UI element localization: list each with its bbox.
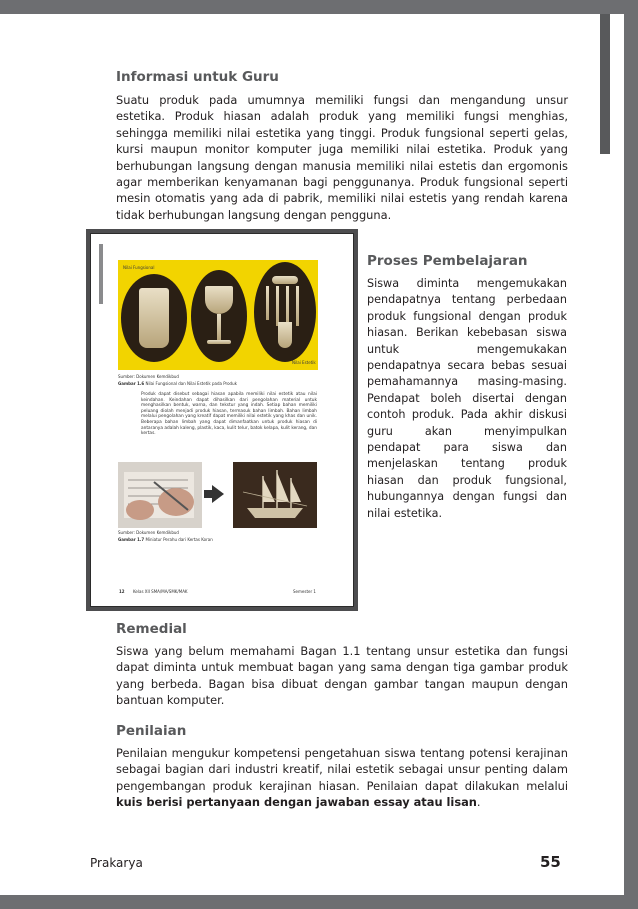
penilaian-paragraph: Penilaian mengukur kompetensi pengetahuan siswa tentang potensi kerajinan sebagai bagian dari industri kreatif, nilai estetik sebagai unsur penting dalam pengembangan produk kerajinan hiasan. Penilaian dapat dilakukan melalui kuis berisi pertanyaan dengan jawaban essay atau lisan. (116, 746, 568, 810)
source-2: Sumber: Dokumen Kemdikbud (118, 530, 179, 535)
paper-boat-photo (233, 462, 317, 528)
book-footer-semester: Semester 1 (293, 589, 316, 594)
heading-informasi-guru: Informasi untuk Guru (116, 69, 279, 85)
book-footer-class: Kelas XII SMA/MA/SMK/MAK (133, 589, 188, 594)
right-border (624, 0, 638, 909)
page-tab-marker (600, 14, 610, 154)
source-1: Sumber: Dokumen Kemdikbud (118, 374, 179, 379)
book-footer-page: 12 (119, 589, 125, 594)
arrow-icon (212, 485, 224, 503)
chandelier-photo (254, 262, 316, 362)
bottom-border (0, 895, 638, 909)
book-body-text: Produk dapat disebut sebagai hiasan apabila memiliki nilai estetik atau nilai keindahan. Keindahan dapat dihasilkan dari pengolahan material untuk menghasilkan bentuk, warna, dan tekstur yang indah. Setiap bahan memiliki peluang diolah menjadi produk hiasan, termasuk bahan limbah. Bahan limbah melalui pengolahan yang kreatif dapat memiliki nilai estetik yang khas dan unik. Beberapa bahan limbah yang dapat dimanfaatkan untuk produk hiasan di antaranya adalah kaleng, plastik, kaca, kulit telur, batok kelapa, kulit kerang, dan kertas. (141, 392, 317, 437)
band-label-aesthetic: Nilai Estetik (292, 360, 316, 365)
heading-proses-pembelajaran: Proses Pembelajaran (367, 253, 528, 269)
product-photo-band (118, 260, 318, 370)
heading-penilaian: Penilaian (116, 723, 187, 739)
footer-book-title: Prakarya (90, 856, 143, 870)
heading-remedial: Remedial (116, 621, 187, 637)
band-label-functional: Nilai Fungsional (123, 265, 155, 270)
embedded-book-page (90, 233, 354, 607)
proses-pembelajaran-paragraph: Siswa diminta mengemukakan pendapatnya tentang perbedaan produk fungsional dengan produk hiasan. Berikan kebebasan siswa untuk mengemukakan pendapatnya secara bebas sesuai pemahamannya masing-masing. Pendapat boleh disertai dengan contoh produk. Pada akhir diskusi guru akan menyimpulkan pendapat para siswa dan menjelaskan tentang produk hiasan dan produk fungsional, hubungannya dengan fungsi dan nilai estetika. (367, 277, 567, 520)
top-border (0, 0, 638, 14)
goblet-photo (191, 270, 247, 362)
informasi-guru-paragraph: Suatu produk pada umumnya memiliki fungsi dan mengandung unsur estetika. Produk hiasan adalah produk yang memiliki fungsi menghias, sehingga memiliki nilai estetika yang tinggi. Produk fungsional seperti gelas, kursi maupun monitor komputer juga memiliki nilai estetika. Produk yang berhubungan langsung dengan manusia memiliki nilai estetis dan ergomonis agar memberikan kenyamanan bagi penggunanya. Produk fungsional seperti mesin otomatis yang ada di pabrik, memiliki nilai estetis yang rendah karena tidak berhubungan langsung dengan pengguna. (116, 93, 568, 222)
newspaper-rolling-photo (118, 462, 202, 528)
page-number: 55 (540, 853, 561, 871)
penilaian-bold-text: kuis berisi pertanyaan dengan jawaban essay atau lisan (116, 795, 477, 810)
glass-photo (121, 274, 187, 362)
caption-1: Gambar 1.6 Nilai Fungsional dan Nilai Estetik pada Produk (118, 381, 237, 386)
remedial-paragraph: Siswa yang belum memahami Bagan 1.1 tentang unsur estetika dan fungsi dapat diminta untuk membuat bagan yang sama dengan tiga gambar produk yang berbeda. Bagan bisa dibuat dengan gambar tangan maupun dengan bantuan komputer. (116, 644, 568, 708)
caption-2: Gambar 1.7 Miniatur Perahu dari Kertas Koran (118, 537, 213, 542)
book-page-marker (99, 244, 103, 304)
